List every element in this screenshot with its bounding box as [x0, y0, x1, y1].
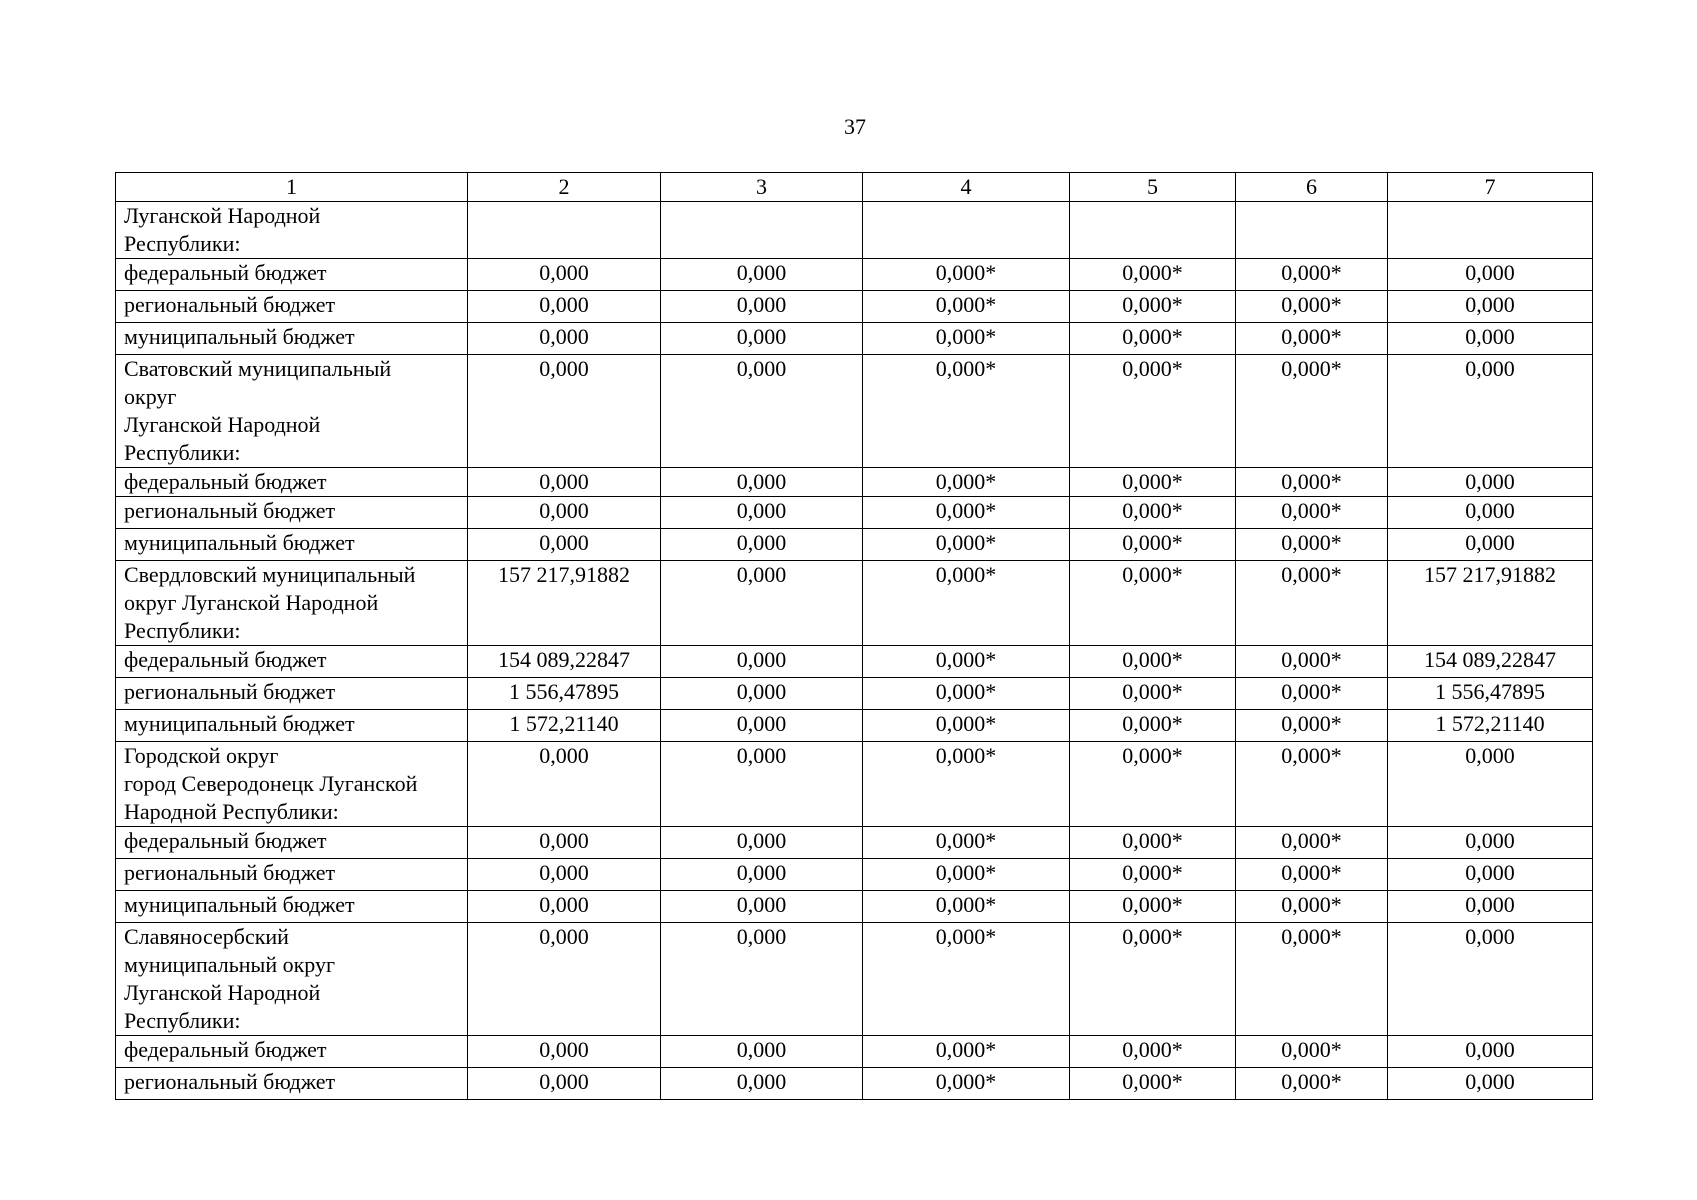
- row-label: федеральный бюджет: [116, 827, 468, 859]
- value-cell: 0,000: [468, 1036, 661, 1068]
- row-label: муниципальный бюджет: [116, 891, 468, 923]
- value-cell: 0,000: [1388, 891, 1593, 923]
- table-row: [116, 923, 1593, 1036]
- value-cell: 1 572,21140: [1388, 710, 1593, 742]
- value-cell: 0,000*: [1236, 1068, 1388, 1100]
- table-row: [116, 891, 1593, 923]
- value-cell: [468, 202, 661, 259]
- row-label: региональный бюджет: [116, 291, 468, 323]
- value-cell: 0,000*: [863, 1036, 1070, 1068]
- value-cell: 0,000*: [1236, 1036, 1388, 1068]
- table-row: [116, 710, 1593, 742]
- value-cell: 0,000: [468, 355, 661, 468]
- value-cell: 0,000*: [1236, 827, 1388, 859]
- value-cell: 0,000: [661, 1068, 863, 1100]
- value-cell: 0,000*: [1070, 259, 1236, 291]
- table-row: [116, 259, 1593, 291]
- value-cell: 0,000*: [1236, 561, 1388, 646]
- value-cell: 0,000*: [1070, 1068, 1236, 1100]
- table-row: [116, 323, 1593, 355]
- value-cell: 0,000: [468, 497, 661, 529]
- value-cell: 0,000*: [863, 859, 1070, 891]
- value-cell: 0,000: [1388, 259, 1593, 291]
- value-cell: 0,000*: [1236, 497, 1388, 529]
- column-header: 5: [1070, 173, 1236, 202]
- value-cell: [1070, 202, 1236, 259]
- value-cell: 0,000: [1388, 923, 1593, 1036]
- value-cell: 0,000: [468, 468, 661, 497]
- row-label: федеральный бюджет: [116, 1036, 468, 1068]
- value-cell: 0,000: [661, 710, 863, 742]
- value-cell: 0,000*: [863, 259, 1070, 291]
- value-cell: [1236, 202, 1388, 259]
- row-label: региональный бюджет: [116, 497, 468, 529]
- value-cell: 0,000*: [863, 291, 1070, 323]
- value-cell: 0,000*: [863, 355, 1070, 468]
- value-cell: 0,000*: [1070, 291, 1236, 323]
- value-cell: 0,000*: [1236, 355, 1388, 468]
- value-cell: 0,000: [661, 891, 863, 923]
- row-label: Свердловский муниципальный округ Луганской Народной Республики:: [116, 561, 468, 646]
- row-label: федеральный бюджет: [116, 646, 468, 678]
- value-cell: 0,000: [1388, 529, 1593, 561]
- value-cell: 1 572,21140: [468, 710, 661, 742]
- value-cell: 0,000*: [863, 710, 1070, 742]
- value-cell: 0,000: [661, 561, 863, 646]
- table-row: [116, 1036, 1593, 1068]
- header-row: [116, 173, 1593, 202]
- value-cell: 0,000: [1388, 859, 1593, 891]
- value-cell: 0,000: [1388, 1036, 1593, 1068]
- table-row: [116, 291, 1593, 323]
- value-cell: 0,000: [661, 923, 863, 1036]
- value-cell: 0,000: [661, 468, 863, 497]
- row-label: региональный бюджет: [116, 859, 468, 891]
- table-row: [116, 827, 1593, 859]
- value-cell: 0,000: [1388, 827, 1593, 859]
- value-cell: 154 089,22847: [1388, 646, 1593, 678]
- value-cell: 0,000*: [1070, 859, 1236, 891]
- value-cell: 0,000*: [1070, 678, 1236, 710]
- value-cell: 0,000: [468, 529, 661, 561]
- value-cell: 0,000*: [863, 678, 1070, 710]
- value-cell: 0,000: [661, 497, 863, 529]
- row-label: Сватовский муниципальный округ Луганской Народной Республики:: [116, 355, 468, 468]
- value-cell: 0,000: [661, 259, 863, 291]
- value-cell: 0,000*: [1236, 468, 1388, 497]
- table-row: [116, 529, 1593, 561]
- value-cell: 0,000*: [863, 923, 1070, 1036]
- value-cell: 0,000: [1388, 291, 1593, 323]
- value-cell: 0,000*: [1070, 646, 1236, 678]
- value-cell: 0,000*: [1236, 678, 1388, 710]
- value-cell: 157 217,91882: [1388, 561, 1593, 646]
- value-cell: 0,000*: [1070, 497, 1236, 529]
- value-cell: 0,000: [661, 1036, 863, 1068]
- row-label: Луганской Народной Республики:: [116, 202, 468, 259]
- value-cell: 0,000: [468, 291, 661, 323]
- page-number: 37: [844, 114, 866, 139]
- value-cell: 0,000: [1388, 323, 1593, 355]
- value-cell: 0,000: [468, 827, 661, 859]
- value-cell: 0,000: [468, 923, 661, 1036]
- value-cell: 0,000*: [1070, 561, 1236, 646]
- value-cell: 154 089,22847: [468, 646, 661, 678]
- value-cell: 0,000*: [1070, 891, 1236, 923]
- value-cell: 0,000*: [1070, 710, 1236, 742]
- value-cell: 0,000*: [863, 1068, 1070, 1100]
- value-cell: 0,000*: [1070, 742, 1236, 827]
- value-cell: 0,000: [1388, 1068, 1593, 1100]
- column-header: 3: [661, 173, 863, 202]
- table-row: [116, 497, 1593, 529]
- value-cell: 0,000*: [863, 646, 1070, 678]
- table-row: [116, 561, 1593, 646]
- budget-table: [115, 172, 1593, 1100]
- value-cell: 0,000: [661, 323, 863, 355]
- value-cell: 1 556,47895: [1388, 678, 1593, 710]
- value-cell: 0,000: [661, 291, 863, 323]
- table-row: [116, 1068, 1593, 1100]
- value-cell: 0,000: [661, 859, 863, 891]
- column-header: 7: [1388, 173, 1593, 202]
- value-cell: 0,000*: [1070, 468, 1236, 497]
- row-label: Городской округ город Северодонецк Луганской Народной Республики:: [116, 742, 468, 827]
- value-cell: 0,000*: [1236, 891, 1388, 923]
- value-cell: 0,000*: [1236, 323, 1388, 355]
- table-row: [116, 646, 1593, 678]
- value-cell: 0,000*: [1236, 646, 1388, 678]
- value-cell: [661, 202, 863, 259]
- row-label: федеральный бюджет: [116, 259, 468, 291]
- value-cell: [863, 202, 1070, 259]
- value-cell: 0,000: [1388, 497, 1593, 529]
- value-cell: 0,000*: [1236, 859, 1388, 891]
- row-label: региональный бюджет: [116, 678, 468, 710]
- value-cell: 0,000*: [1070, 923, 1236, 1036]
- value-cell: 0,000: [468, 1068, 661, 1100]
- value-cell: 0,000: [661, 646, 863, 678]
- row-label: Славяносербский муниципальный округ Луганской Народной Республики:: [116, 923, 468, 1036]
- value-cell: 0,000: [468, 259, 661, 291]
- value-cell: 0,000: [1388, 355, 1593, 468]
- value-cell: 0,000: [661, 355, 863, 468]
- value-cell: 0,000*: [1236, 259, 1388, 291]
- column-header: 2: [468, 173, 661, 202]
- value-cell: 157 217,91882: [468, 561, 661, 646]
- value-cell: 0,000*: [1236, 291, 1388, 323]
- table-row: [116, 678, 1593, 710]
- value-cell: 0,000*: [1070, 355, 1236, 468]
- row-label: региональный бюджет: [116, 1068, 468, 1100]
- table-row: [116, 742, 1593, 827]
- value-cell: 0,000*: [1236, 710, 1388, 742]
- value-cell: 0,000: [1388, 468, 1593, 497]
- value-cell: 0,000*: [1070, 529, 1236, 561]
- table-row: [116, 859, 1593, 891]
- value-cell: 0,000*: [863, 323, 1070, 355]
- value-cell: 0,000: [661, 678, 863, 710]
- value-cell: 1 556,47895: [468, 678, 661, 710]
- value-cell: 0,000*: [863, 827, 1070, 859]
- column-header: 1: [116, 173, 468, 202]
- value-cell: 0,000*: [1236, 529, 1388, 561]
- row-label: федеральный бюджет: [116, 468, 468, 497]
- value-cell: 0,000: [661, 827, 863, 859]
- value-cell: 0,000: [1388, 742, 1593, 827]
- value-cell: 0,000*: [863, 497, 1070, 529]
- value-cell: 0,000: [468, 891, 661, 923]
- value-cell: 0,000*: [1070, 1036, 1236, 1068]
- value-cell: 0,000*: [863, 742, 1070, 827]
- column-header: 6: [1236, 173, 1388, 202]
- value-cell: 0,000*: [1070, 323, 1236, 355]
- value-cell: 0,000*: [863, 468, 1070, 497]
- value-cell: 0,000: [468, 742, 661, 827]
- value-cell: 0,000*: [1236, 923, 1388, 1036]
- value-cell: [1388, 202, 1593, 259]
- value-cell: 0,000*: [1070, 827, 1236, 859]
- value-cell: 0,000*: [863, 891, 1070, 923]
- value-cell: 0,000: [661, 529, 863, 561]
- column-header: 4: [863, 173, 1070, 202]
- value-cell: 0,000*: [1236, 742, 1388, 827]
- value-cell: 0,000: [468, 859, 661, 891]
- table-row: [116, 355, 1593, 468]
- value-cell: 0,000: [468, 323, 661, 355]
- table-row: [116, 202, 1593, 259]
- table-row: [116, 468, 1593, 497]
- value-cell: 0,000*: [863, 529, 1070, 561]
- value-cell: 0,000: [661, 742, 863, 827]
- row-label: муниципальный бюджет: [116, 529, 468, 561]
- row-label: муниципальный бюджет: [116, 710, 468, 742]
- value-cell: 0,000*: [863, 561, 1070, 646]
- row-label: муниципальный бюджет: [116, 323, 468, 355]
